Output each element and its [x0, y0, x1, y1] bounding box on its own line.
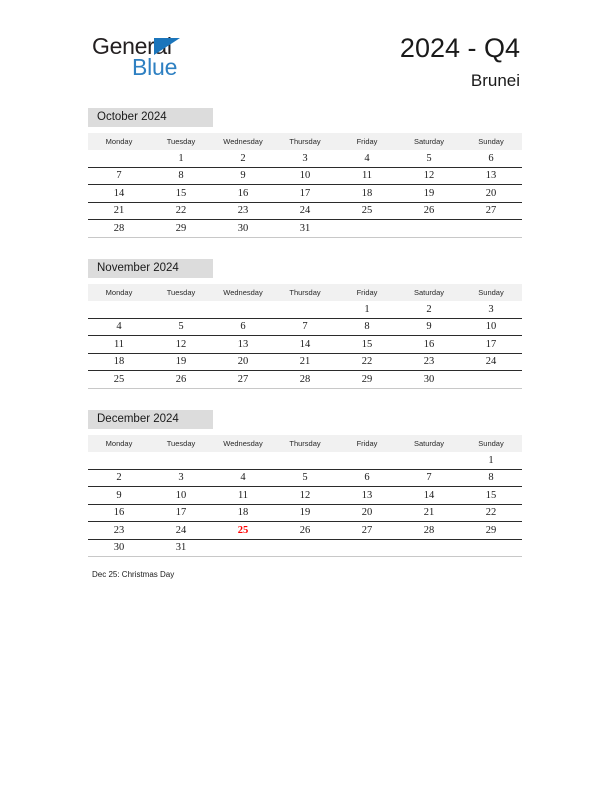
- week-row: [88, 150, 522, 167]
- weekday-header-cell: Saturday: [398, 284, 460, 301]
- month-block: [88, 410, 522, 557]
- day-cell[interactable]: 30: [398, 371, 460, 389]
- day-cell[interactable]: 24: [150, 522, 212, 540]
- day-cell[interactable]: 14: [398, 487, 460, 505]
- month-block: [88, 259, 522, 389]
- day-cell-empty: [460, 371, 522, 389]
- day-cell-empty: [212, 301, 274, 318]
- weekday-header-cell: Sunday: [460, 133, 522, 150]
- day-cell[interactable]: 7: [88, 167, 150, 185]
- holiday-note: Dec 25: Christmas Day: [92, 570, 175, 579]
- day-cell[interactable]: 14: [274, 336, 336, 354]
- day-cell[interactable]: 3: [274, 150, 336, 167]
- day-cell[interactable]: 8: [460, 469, 522, 487]
- day-cell[interactable]: 25: [336, 202, 398, 220]
- weekday-header-cell: Friday: [336, 435, 398, 452]
- day-cell[interactable]: 23: [212, 202, 274, 220]
- weekday-header-cell: Monday: [88, 284, 150, 301]
- day-cell[interactable]: 12: [150, 336, 212, 354]
- day-cell[interactable]: 8: [336, 318, 398, 336]
- day-cell[interactable]: 21: [398, 504, 460, 522]
- day-cell[interactable]: 11: [336, 167, 398, 185]
- day-cell-empty: [460, 220, 522, 238]
- weekday-header-cell: Saturday: [398, 133, 460, 150]
- month-block: [88, 108, 522, 238]
- day-cell[interactable]: 31: [150, 539, 212, 557]
- day-cell[interactable]: 1: [336, 301, 398, 318]
- day-cell-empty: [460, 539, 522, 557]
- day-cell-empty: [336, 220, 398, 238]
- day-cell[interactable]: 20: [460, 185, 522, 203]
- weekday-header-row: [88, 133, 522, 150]
- day-cell[interactable]: 3: [460, 301, 522, 318]
- day-cell[interactable]: 14: [88, 185, 150, 203]
- month-title: November 2024: [97, 262, 179, 274]
- logo-text-general: General: [92, 33, 172, 59]
- day-cell[interactable]: 30: [88, 539, 150, 557]
- day-cell[interactable]: 24: [460, 353, 522, 371]
- day-cell[interactable]: 13: [212, 336, 274, 354]
- weekday-header-cell: Tuesday: [150, 133, 212, 150]
- logo-triangle-icon: [154, 38, 180, 55]
- day-cell-empty: [336, 539, 398, 557]
- weekday-header-cell: Friday: [336, 133, 398, 150]
- day-cell[interactable]: 2: [398, 301, 460, 318]
- day-cell[interactable]: 8: [150, 167, 212, 185]
- month-calendar-table: [88, 284, 522, 389]
- day-cell[interactable]: 9: [398, 318, 460, 336]
- day-cell[interactable]: 7: [274, 318, 336, 336]
- weekday-header-row: [88, 435, 522, 452]
- day-cell[interactable]: 27: [336, 522, 398, 540]
- day-cell[interactable]: 29: [150, 220, 212, 238]
- day-cell[interactable]: 20: [212, 353, 274, 371]
- day-cell[interactable]: 21: [88, 202, 150, 220]
- day-cell[interactable]: 9: [212, 167, 274, 185]
- day-cell-empty: [88, 150, 150, 167]
- month-calendar-table: [88, 133, 522, 238]
- month-title: October 2024: [97, 111, 167, 123]
- day-cell[interactable]: 24: [274, 202, 336, 220]
- month-title-band: [88, 259, 213, 278]
- day-cell[interactable]: 19: [274, 504, 336, 522]
- day-cell[interactable]: 12: [398, 167, 460, 185]
- day-cell[interactable]: 19: [150, 353, 212, 371]
- month-title-band: [88, 410, 213, 429]
- weekday-header-row: [88, 284, 522, 301]
- day-cell[interactable]: 10: [274, 167, 336, 185]
- page-header: [0, 0, 612, 95]
- day-cell-empty: [274, 452, 336, 469]
- weekday-header-cell: Wednesday: [212, 284, 274, 301]
- day-cell[interactable]: 28: [398, 522, 460, 540]
- week-row: [88, 371, 522, 389]
- day-cell-empty: [88, 452, 150, 469]
- weekday-header-cell: Friday: [336, 284, 398, 301]
- day-cell[interactable]: 13: [336, 487, 398, 505]
- day-cell[interactable]: 1: [150, 150, 212, 167]
- day-cell[interactable]: 22: [150, 202, 212, 220]
- day-cell[interactable]: 5: [150, 318, 212, 336]
- weekday-header-cell: Monday: [88, 133, 150, 150]
- day-cell[interactable]: 23: [398, 353, 460, 371]
- day-cell[interactable]: 4: [336, 150, 398, 167]
- day-cell[interactable]: 5: [398, 150, 460, 167]
- day-cell[interactable]: 18: [212, 504, 274, 522]
- day-cell[interactable]: 10: [150, 487, 212, 505]
- day-cell[interactable]: 26: [398, 202, 460, 220]
- day-cell-empty: [398, 452, 460, 469]
- day-cell[interactable]: 31: [274, 220, 336, 238]
- weekday-header-cell: Thursday: [274, 284, 336, 301]
- day-cell[interactable]: 26: [274, 522, 336, 540]
- day-cell-empty: [274, 301, 336, 318]
- day-cell[interactable]: 3: [150, 469, 212, 487]
- week-row: [88, 167, 522, 185]
- day-cell[interactable]: 10: [460, 318, 522, 336]
- title-block: [400, 32, 520, 93]
- week-row: [88, 353, 522, 371]
- day-cell[interactable]: 25: [88, 371, 150, 389]
- day-cell[interactable]: 17: [460, 336, 522, 354]
- day-cell[interactable]: 11: [212, 487, 274, 505]
- day-cell[interactable]: 4: [212, 469, 274, 487]
- day-cell-empty: [274, 539, 336, 557]
- day-cell[interactable]: 28: [88, 220, 150, 238]
- day-cell[interactable]: 15: [150, 185, 212, 203]
- weekday-header-cell: Saturday: [398, 435, 460, 452]
- day-cell[interactable]: 1: [460, 452, 522, 469]
- day-cell[interactable]: 17: [274, 185, 336, 203]
- weekday-header-cell: Thursday: [274, 133, 336, 150]
- day-cell-empty: [398, 220, 460, 238]
- day-cell[interactable]: 26: [150, 371, 212, 389]
- weekday-header-cell: Sunday: [460, 435, 522, 452]
- weekday-header-cell: Tuesday: [150, 284, 212, 301]
- weekday-header-cell: Wednesday: [212, 133, 274, 150]
- country-name: Brunei: [470, 71, 520, 90]
- day-cell[interactable]: 9: [88, 487, 150, 505]
- week-row: [88, 301, 522, 318]
- weekday-header-cell: Wednesday: [212, 435, 274, 452]
- week-row: [88, 336, 522, 354]
- day-cell-empty: [212, 452, 274, 469]
- weekday-header-cell: Sunday: [460, 284, 522, 301]
- month-calendar-table: [88, 435, 522, 557]
- month-title-band: [88, 108, 213, 127]
- week-row: [88, 487, 522, 505]
- day-cell-empty: [88, 301, 150, 318]
- day-cell-holiday[interactable]: 25: [212, 522, 274, 540]
- day-cell[interactable]: 6: [212, 318, 274, 336]
- day-cell[interactable]: 23: [88, 522, 150, 540]
- week-row: [88, 539, 522, 557]
- weekday-header-cell: Tuesday: [150, 435, 212, 452]
- day-cell[interactable]: 29: [460, 522, 522, 540]
- day-cell[interactable]: 16: [212, 185, 274, 203]
- day-cell[interactable]: 15: [460, 487, 522, 505]
- day-cell[interactable]: 28: [274, 371, 336, 389]
- day-cell[interactable]: 12: [274, 487, 336, 505]
- weekday-header-cell: Thursday: [274, 435, 336, 452]
- day-cell[interactable]: 27: [460, 202, 522, 220]
- day-cell[interactable]: 13: [460, 167, 522, 185]
- day-cell[interactable]: 20: [336, 504, 398, 522]
- week-row: [88, 220, 522, 238]
- day-cell[interactable]: 16: [88, 504, 150, 522]
- day-cell[interactable]: 7: [398, 469, 460, 487]
- week-row: [88, 504, 522, 522]
- day-cell[interactable]: 6: [460, 150, 522, 167]
- day-cell[interactable]: 29: [336, 371, 398, 389]
- weekday-header-cell: Monday: [88, 435, 150, 452]
- day-cell[interactable]: 16: [398, 336, 460, 354]
- quarter-title: 2024 - Q4: [399, 33, 520, 63]
- day-cell[interactable]: 19: [398, 185, 460, 203]
- day-cell[interactable]: 4: [88, 318, 150, 336]
- week-row: [88, 469, 522, 487]
- day-cell-empty: [150, 452, 212, 469]
- day-cell[interactable]: 18: [336, 185, 398, 203]
- day-cell-empty: [150, 301, 212, 318]
- day-cell-empty: [336, 452, 398, 469]
- week-row: [88, 452, 522, 469]
- day-cell-empty: [212, 539, 274, 557]
- month-title: December 2024: [97, 413, 179, 425]
- week-row: [88, 318, 522, 336]
- logo-text-blue: Blue: [132, 54, 178, 80]
- day-cell[interactable]: 22: [336, 353, 398, 371]
- day-cell-empty: [398, 539, 460, 557]
- day-cell[interactable]: 2: [88, 469, 150, 487]
- day-cell[interactable]: 27: [212, 371, 274, 389]
- week-row: [88, 202, 522, 220]
- day-cell[interactable]: 11: [88, 336, 150, 354]
- day-cell[interactable]: 2: [212, 150, 274, 167]
- day-cell[interactable]: 18: [88, 353, 150, 371]
- day-cell[interactable]: 30: [212, 220, 274, 238]
- day-cell[interactable]: 5: [274, 469, 336, 487]
- day-cell[interactable]: 21: [274, 353, 336, 371]
- day-cell[interactable]: 6: [336, 469, 398, 487]
- week-row: [88, 522, 522, 540]
- week-row: [88, 185, 522, 203]
- general-blue-logo: [92, 33, 292, 85]
- day-cell[interactable]: 17: [150, 504, 212, 522]
- day-cell[interactable]: 15: [336, 336, 398, 354]
- holiday-notes-list: [92, 568, 522, 582]
- day-cell[interactable]: 22: [460, 504, 522, 522]
